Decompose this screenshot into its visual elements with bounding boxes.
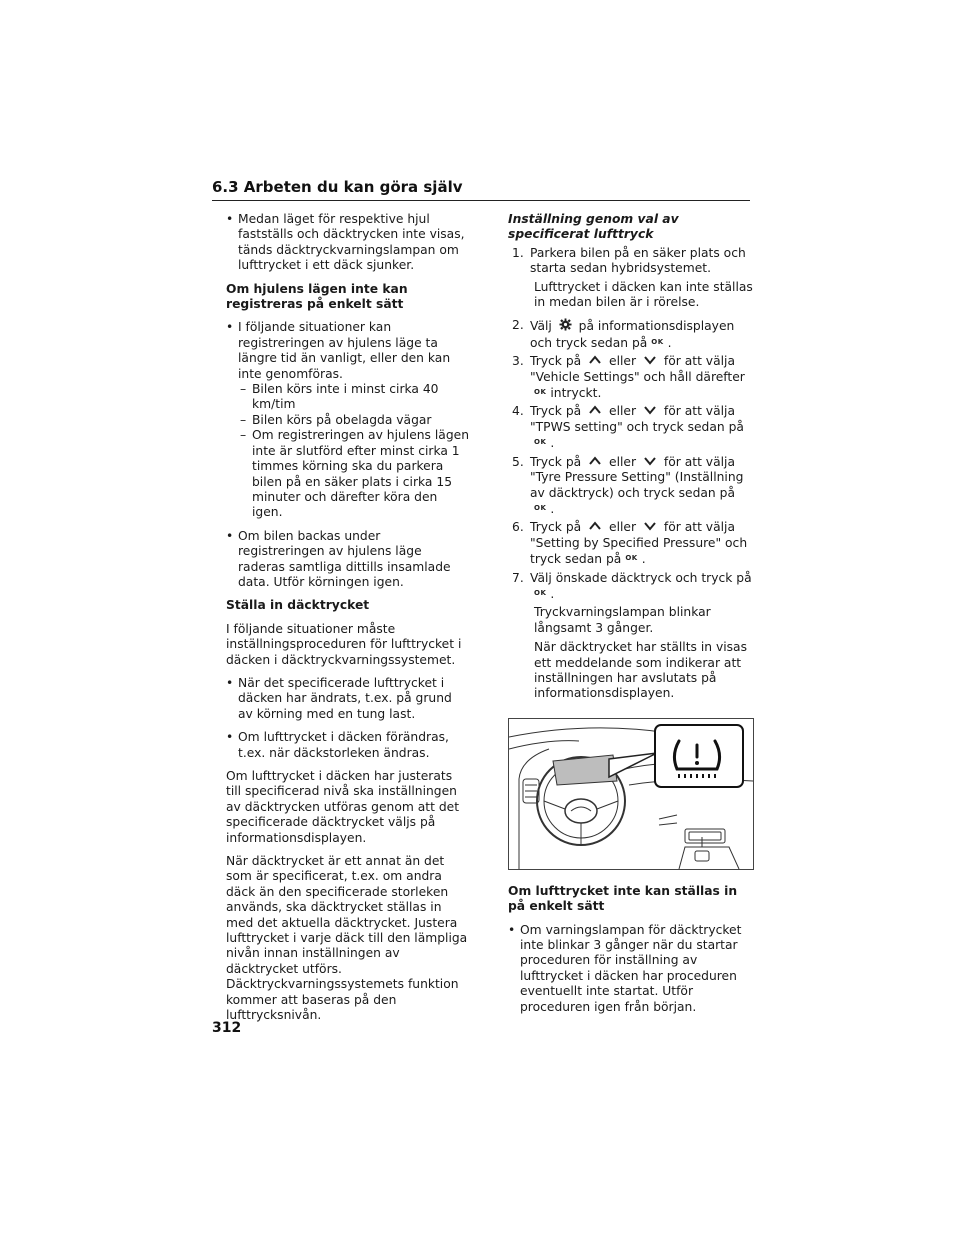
step-3-text-b: eller [609,354,637,369]
bullet-specified-changed: • När det specificerade lufttrycket i däcken har ändrats, t.ex. på grund av körning med en tung last. [226,676,470,722]
step-3-number: 3. [512,354,524,369]
bullet-position-fixing: • Medan läget för respektive hjul fastställs och däcktrycken inte visas, tänds däcktryckvarningslampan om lufttrycket i ett däck sjunker. [226,212,470,274]
step-5-text-b: eller [609,454,637,469]
step-2 [512,318,754,351]
left-column [226,212,470,1032]
step-2-text-b: på informationsdisplayen och tryck sedan på [530,319,735,350]
page-number: 312 [212,1020,242,1036]
bullet-tyre-size: • Om lufttrycket i däcken förändras, t.ex. när däckstorleken ändras. [226,730,470,761]
chevron-down-icon [643,455,657,467]
steps-list [512,246,754,702]
step-3-text-a: Tryck på [530,354,582,369]
step-6-text-c: för att välja "Setting by Specified Pressure" och tryck sedan på [530,520,748,567]
heading-cannot-set: Om lufttrycket inte kan ställas in på enkelt sätt [508,883,738,914]
step-1-note: Lufttrycket i däcken kan inte ställas in medan bilen är i rörelse. [534,279,753,310]
step-4-text-b: eller [609,404,637,419]
step-5-text-a: Tryck på [530,454,582,469]
para-adjusted: Om lufttrycket i däcken har justerats till specificerad nivå ska inställningen av däcktrycken utföras genom att det specificerade däcktrycket väljs på informationsdisplayen. [226,769,460,845]
step-7-note-1: Tryckvarningslampan blinkar långsamt 3 gånger. [534,605,711,635]
step-2-number: 2. [512,318,524,333]
step-7-text-a: Välj önskade däcktryck och tryck på [530,570,752,585]
step-1-text: Parkera bilen på en säker plats och starta sedan hybridsystemet. [530,245,746,276]
chevron-down-icon [643,404,657,416]
step-2-text-a: Välj [530,319,552,334]
chevron-up-icon [588,520,602,532]
step-4-number: 4. [512,404,524,419]
step-5-text-d: . [550,501,555,516]
step-7-text-b: . [550,586,555,601]
step-7 [512,571,754,603]
step-7-note-2: När däcktrycket har ställts in visas ett meddelande som indikerar att inställningen har avslutats på informationsdisplayen. [534,640,748,701]
cockpit-illustration [508,718,754,870]
step-1 [512,246,754,277]
ok-symbol: OK [534,438,547,447]
bullet-lamp-not-blinking: • Om varningslampan för däcktrycket inte blinkar 3 gånger när du startar proceduren för inställning av lufttrycket i däcken har proceduren eventuellt inte startat. Utför proceduren igen från början. [508,923,754,1015]
dash-unpaved: – Bilen körs på obelagda vägar [238,413,470,428]
step-4 [512,404,754,451]
para-other-pressure: När däcktrycket är ett annat än det som är specificerat, t.ex. om andra däck än den specificerade storleken används, ska däcktrycket ställas in med det aktuella däcktrycket. Justera lufttrycket i varje däck till den lämpliga nivån innan inställningen av däcktrycket utförs. Däcktryckvarningssystemets funktion kommer att baseras på den lufttrycksnivån. [226,854,468,1023]
ok-symbol: OK [625,554,638,563]
chevron-down-icon [643,520,657,532]
section-header [212,178,750,201]
ok-symbol: OK [534,503,547,512]
chevron-up-icon [588,354,602,366]
step-3-text-d: intryckt. [550,386,602,401]
dash-list [238,382,470,521]
step-2-text-c: . [667,335,672,350]
right-column [508,212,754,1023]
section-title: 6.3 Arbeten du kan göra själv [212,178,463,196]
step-6-text-d: . [641,552,646,567]
ok-symbol: OK [534,388,547,397]
step-4-text-a: Tryck på [530,404,582,419]
dash-incomplete: – Om registreringen av hjulens lägen inte är slutförd efter minst cirka 1 timmes körning ska du parkera bilen på en säker plats i cirka 15 minuter och därefter köra den igen. [238,428,470,520]
step-4-text-c: för att välja "TPWS setting" och tryck sedan på [530,404,744,434]
step-6-text-a: Tryck på [530,520,582,535]
step-7-number: 7. [512,570,524,585]
heading-registration-fail: Om hjulens lägen inte kan registreras på enkelt sätt [226,281,408,312]
bullet-reversing: • Om bilen backas under registreringen av hjulens läge raderas samtliga dittills insamlade data. Utför körningen igen. [226,529,470,591]
dash-speed: – Bilen körs inte i minst cirka 40 km/tim [238,382,470,413]
step-6 [512,520,754,567]
chevron-up-icon [588,455,602,467]
step-5-text-c: för att välja "Tyre Pressure Setting" (Inställning av däcktryck) och tryck sedan på [530,454,744,500]
step-3-text-c: för att välja "Vehicle Settings" och håll därefter [530,354,745,384]
step-4-text-d: . [550,436,555,451]
bullet-registration-delay-text: I följande situationer kan registreringen av hjulens läge ta längre tid än vanligt, eller den kan inte genomföras. [238,320,451,381]
step-3 [512,354,754,401]
gear-icon [559,318,572,331]
step-6-number: 6. [512,520,524,535]
heading-specified-pressure: Inställning genom val av specificerat lufttryck [508,212,679,242]
bullet-registration-delay [226,320,470,520]
step-5-number: 5. [512,454,524,469]
step-5 [512,455,754,518]
chevron-up-icon [588,404,602,416]
ok-symbol: OK [651,337,664,346]
step-1-number: 1. [512,245,524,260]
chevron-down-icon [643,354,657,366]
ok-symbol: OK [534,588,547,597]
para-situations: I följande situationer måste inställningsproceduren för lufttrycket i däcken i däcktryckvarningssystemet. [226,621,462,667]
cockpit-drawing [509,719,753,869]
heading-set-pressure: Ställa in däcktrycket [226,598,370,613]
step-6-text-b: eller [609,520,637,535]
